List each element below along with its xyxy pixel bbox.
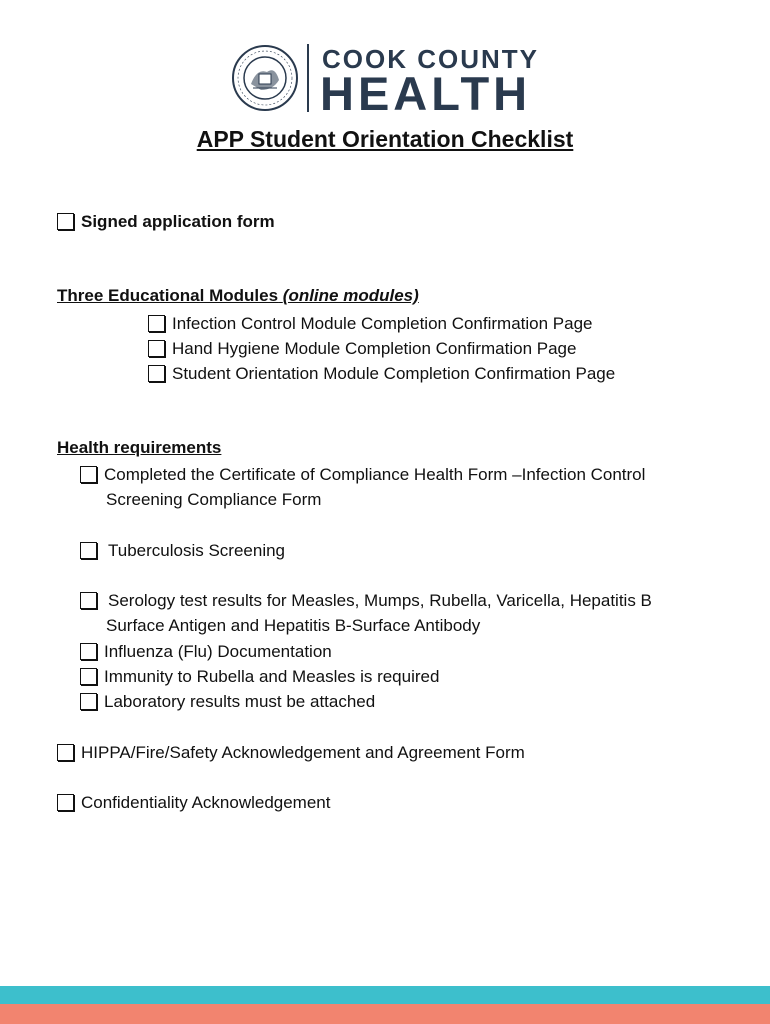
footer-band-salmon: [0, 1004, 770, 1024]
hippa-checkbox[interactable]: [57, 744, 74, 761]
infection-control-module-label: Infection Control Module Completion Confirmation Page: [172, 314, 593, 333]
page-title: APP Student Orientation Checklist: [196, 126, 574, 152]
compliance-form-checkbox[interactable]: [80, 466, 97, 483]
tuberculosis-checkbox[interactable]: [80, 542, 97, 559]
influenza-label: Influenza (Flu) Documentation: [104, 642, 332, 661]
county-seal-icon: [231, 44, 299, 112]
immunity-checkbox[interactable]: [80, 668, 97, 685]
logo-wordmark-bottom: HEALTH: [320, 67, 532, 120]
health-requirements-heading: Health requirements: [57, 438, 222, 457]
immunity-label: Immunity to Rubella and Measles is required: [104, 667, 440, 686]
hand-hygiene-module-checkbox[interactable]: [148, 340, 165, 357]
compliance-form-label-line2: Screening Compliance Form: [106, 490, 322, 509]
tuberculosis-label: Tuberculosis Screening: [108, 541, 286, 560]
influenza-checkbox[interactable]: [80, 643, 97, 660]
modules-heading: [57, 286, 419, 306]
laboratory-results-checkbox[interactable]: [80, 693, 97, 710]
signed-application-checkbox[interactable]: [57, 213, 74, 230]
cook-county-health-logo: [231, 42, 541, 118]
serology-label-line1: Serology test results for Measles, Mumps, Rubella, Varicella, Hepatitis B: [108, 591, 652, 610]
footer-band-teal: [0, 986, 770, 1004]
infection-control-module-checkbox[interactable]: [148, 315, 165, 332]
modules-heading-note: (online modules): [282, 286, 419, 305]
hippa-label: HIPPA/Fire/Safety Acknowledgement and Agreement Form: [81, 743, 525, 762]
student-orientation-module-label: Student Orientation Module Completion Confirmation Page: [172, 364, 616, 383]
serology-checkbox[interactable]: [80, 592, 97, 609]
compliance-form-label-line1: Completed the Certificate of Compliance Health Form –Infection Control: [104, 465, 646, 484]
student-orientation-module-checkbox[interactable]: [148, 365, 165, 382]
confidentiality-label: Confidentiality Acknowledgement: [81, 793, 331, 812]
signed-application-label: Signed application form: [81, 212, 275, 231]
logo-wordmark-top: COOK COUNTY: [322, 44, 539, 74]
modules-heading-text: Three Educational Modules: [57, 286, 279, 305]
confidentiality-checkbox[interactable]: [57, 794, 74, 811]
laboratory-results-label: Laboratory results must be attached: [104, 692, 376, 711]
logo-divider: [307, 44, 309, 112]
hand-hygiene-module-label: Hand Hygiene Module Completion Confirmation Page: [172, 339, 577, 358]
serology-label-line2: Surface Antigen and Hepatitis B-Surface Antibody: [106, 616, 481, 635]
